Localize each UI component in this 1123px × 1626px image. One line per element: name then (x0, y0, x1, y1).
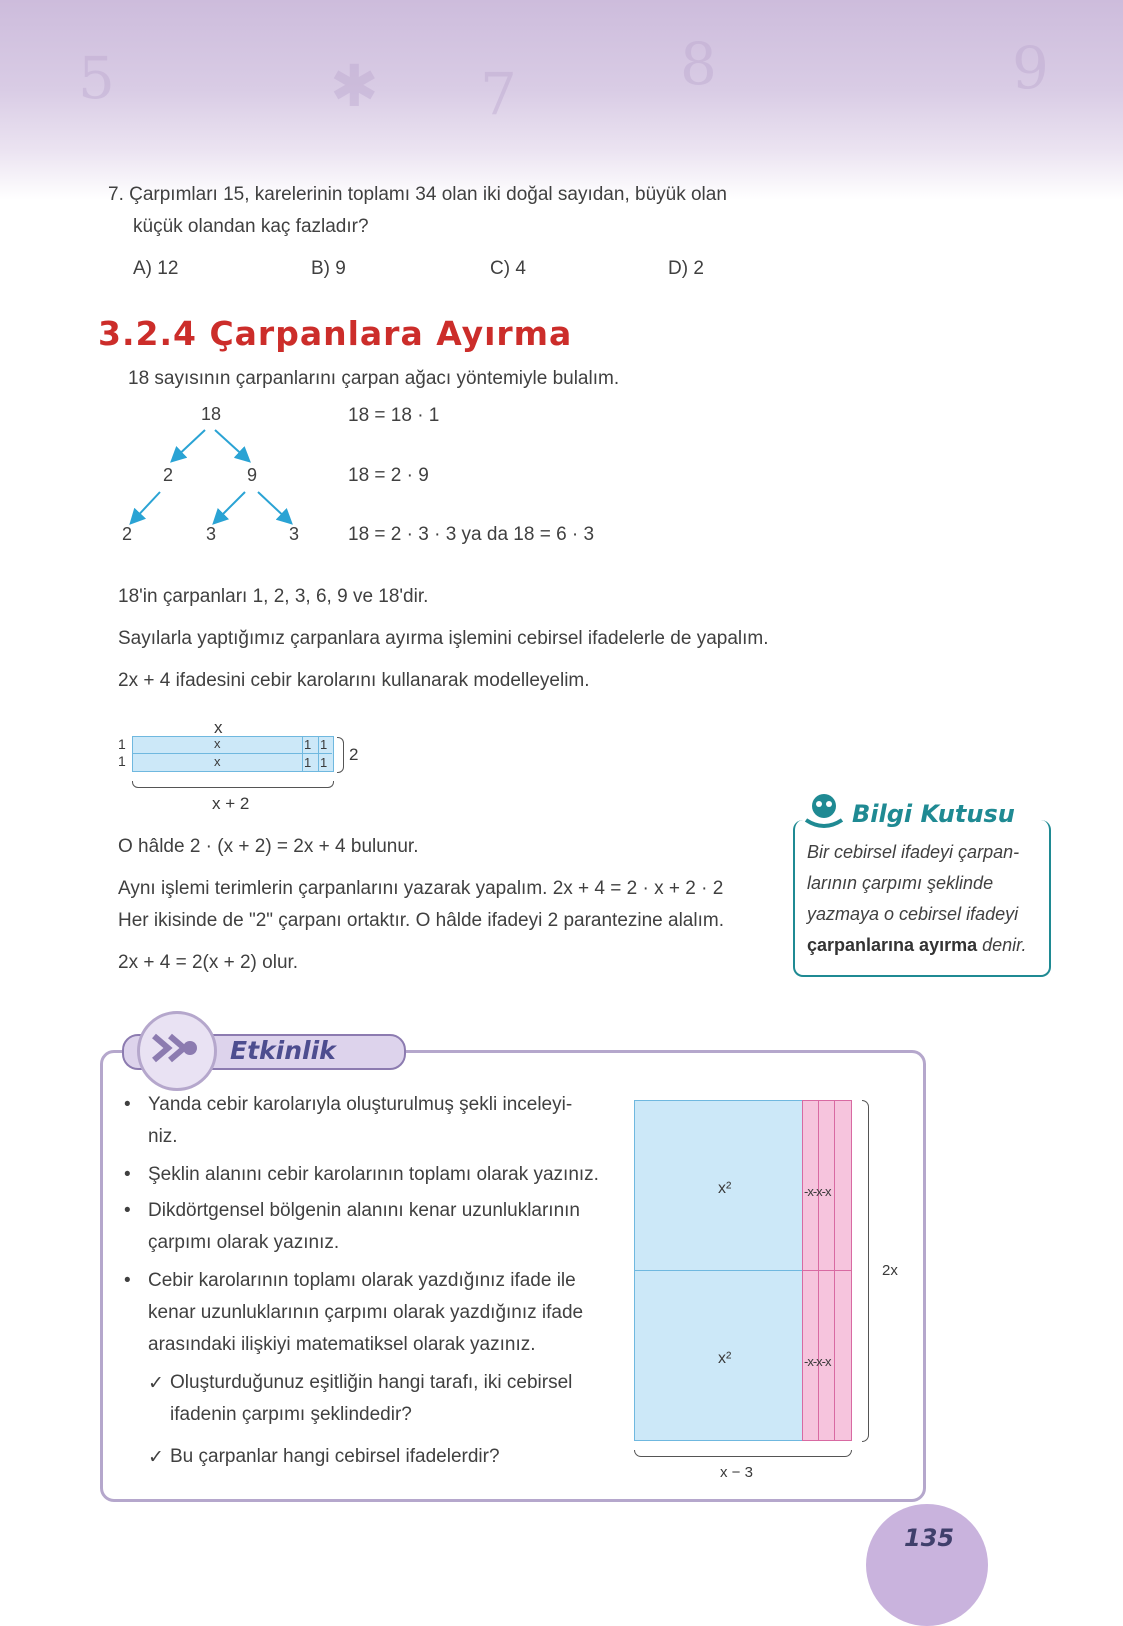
decorative-numeral: 8 (680, 30, 717, 98)
tree-root: 18 (201, 404, 222, 424)
page-number-badge (866, 1504, 988, 1626)
section-title: 3.2.4 Çarpanlara Ayırma (98, 314, 573, 353)
page-number: 135 (904, 1524, 955, 1552)
tree-arrow (132, 492, 160, 522)
tile-label-x: x (214, 754, 221, 769)
bullet-2: Şeklin alanını cebir karolarının toplamı olarak yazınız. (148, 1164, 599, 1185)
option-d: D) 2 (668, 258, 704, 279)
option-c: C) 4 (490, 258, 526, 279)
tree-arrow (173, 430, 205, 460)
decorative-symbol: ✱ (330, 52, 379, 120)
tree-node: 9 (247, 465, 258, 485)
decorative-numeral: 9 (1012, 34, 1049, 102)
info-line-4 (807, 935, 1026, 956)
decorative-numeral: 7 (480, 60, 517, 128)
x-squared-label: x² (718, 1350, 732, 1367)
check-1a: Oluşturduğunuz eşitliğin hangi tarafı, iki cebirsel (170, 1372, 573, 1393)
result-2: 2x + 4 = 2(x + 2) olur. (118, 952, 299, 973)
paragraph-1: Sayılarla yaptığımız çarpanlara ayırma işlemini cebirsel ifadelerle de yapalım. (118, 628, 769, 649)
tile-width-label: x + 2 (212, 794, 250, 813)
bullet-3b: çarpımı olarak yazınız. (148, 1232, 340, 1253)
tile-label-1: 1 (320, 755, 328, 770)
tile-side-1: 1 (118, 753, 126, 769)
bullet-dot: • (124, 1094, 131, 1115)
tile-divider (634, 1270, 802, 1271)
check-1b: ifadenin çarpımı şeklindedir? (170, 1404, 412, 1425)
bullet-3a: Dikdörtgensel bölgenin alanını kenar uzunluklarının (148, 1200, 580, 1221)
tree-arrow (258, 492, 290, 522)
paragraph-3b: Her ikisinde de "2" çarpanı ortaktır. O hâlde ifadeyi 2 parantezine alalım. (118, 910, 724, 931)
double-arrow-icon (150, 1032, 200, 1064)
tree-leaf: 3 (289, 524, 300, 544)
bullet-1b: niz. (148, 1126, 178, 1147)
info-box-title: Bilgi Kutusu (852, 800, 1015, 828)
minus-x-labels: -x-x-x (804, 1184, 831, 1199)
activity-title: Etkinlik (230, 1036, 336, 1065)
tile-label-1: 1 (304, 755, 312, 770)
minus-x-labels: -x-x-x (804, 1354, 831, 1369)
option-a: A) 12 (133, 258, 179, 279)
x-squared-label: x² (718, 1180, 732, 1197)
tile-divider (302, 736, 303, 771)
info-bold-term: çarpanlarına ayırma (807, 935, 978, 955)
tile-divider (802, 1270, 851, 1271)
tree-arrow (215, 492, 245, 522)
question-7-line-1: 7. Çarpımları 15, karelerinin toplamı 34 olan iki doğal sayıdan, büyük olan (108, 184, 727, 205)
tile-label-1: 1 (320, 737, 328, 752)
header-banner (0, 0, 1123, 200)
tree-arrow (215, 430, 248, 460)
bullet-dot: • (124, 1270, 131, 1291)
info-line-3: yazmaya o cebirsel ifadeyi (807, 904, 1019, 924)
check-icon: ✓ (148, 1373, 164, 1394)
tree-leaf: 2 (122, 524, 133, 544)
equation-2: 18 = 2 · 9 (348, 465, 429, 486)
equation-1: 18 = 18 · 1 (348, 405, 440, 426)
tree-leaf: 3 (206, 524, 217, 544)
info-line-1: Bir cebirsel ifadeyi çarpan- (807, 842, 1020, 862)
check-icon: ✓ (148, 1447, 164, 1468)
tile-label-1: 1 (304, 737, 312, 752)
right-brace (862, 1100, 869, 1442)
factors-text: 18'in çarpanları 1, 2, 3, 6, 9 ve 18'dir. (118, 586, 429, 607)
bullet-1a: Yanda cebir karolarıyla oluşturulmuş şekli inceleyi- (148, 1094, 573, 1115)
bullet-dot: • (124, 1200, 131, 1221)
bottom-brace (634, 1450, 852, 1457)
width-label: x − 3 (720, 1464, 753, 1481)
tile-label-x: x (214, 736, 221, 751)
check-2: Bu çarpanlar hangi cebirsel ifadelerdir? (170, 1446, 500, 1467)
section-intro: 18 sayısının çarpanlarını çarpan ağacı yöntemiyle bulalım. (128, 368, 620, 389)
paragraph-3a: Aynı işlemi terimlerin çarpanlarını yazarak yapalım. 2x + 4 = 2 · x + 2 · 2 (118, 878, 724, 899)
question-7-line-2: küçük olandan kaç fazladır? (133, 216, 369, 237)
bottom-brace (132, 781, 334, 788)
height-label: 2x (882, 1262, 898, 1279)
tile-height-label: 2 (349, 745, 359, 764)
tile-divider (318, 736, 319, 771)
info-end: denir. (977, 935, 1027, 955)
option-b: B) 9 (311, 258, 346, 279)
info-mascot-icon (800, 790, 848, 830)
result-1: O hâlde 2 · (x + 2) = 2x + 4 bulunur. (118, 836, 419, 857)
bullet-dot: • (124, 1164, 131, 1185)
decorative-numeral: 5 (78, 44, 115, 112)
right-brace (337, 737, 344, 773)
tile-side-1: 1 (118, 736, 126, 752)
bullet-4c: arasındaki ilişkiyi matematiksel olarak yazınız. (148, 1334, 536, 1355)
tile-label-x: x (214, 718, 223, 737)
paragraph-2: 2x + 4 ifadesini cebir karolarını kullanarak modelleyelim. (118, 670, 590, 691)
bullet-4b: kenar uzunluklarının çarpımı olarak yazdığınız ifade (148, 1302, 584, 1323)
tree-node: 2 (163, 465, 174, 485)
info-line-2: larının çarpımı şeklinde (807, 873, 994, 893)
equation-3: 18 = 2 · 3 · 3 ya da 18 = 6 · 3 (348, 524, 595, 545)
bullet-4a: Cebir karolarının toplamı olarak yazdığınız ifade ile (148, 1270, 576, 1291)
